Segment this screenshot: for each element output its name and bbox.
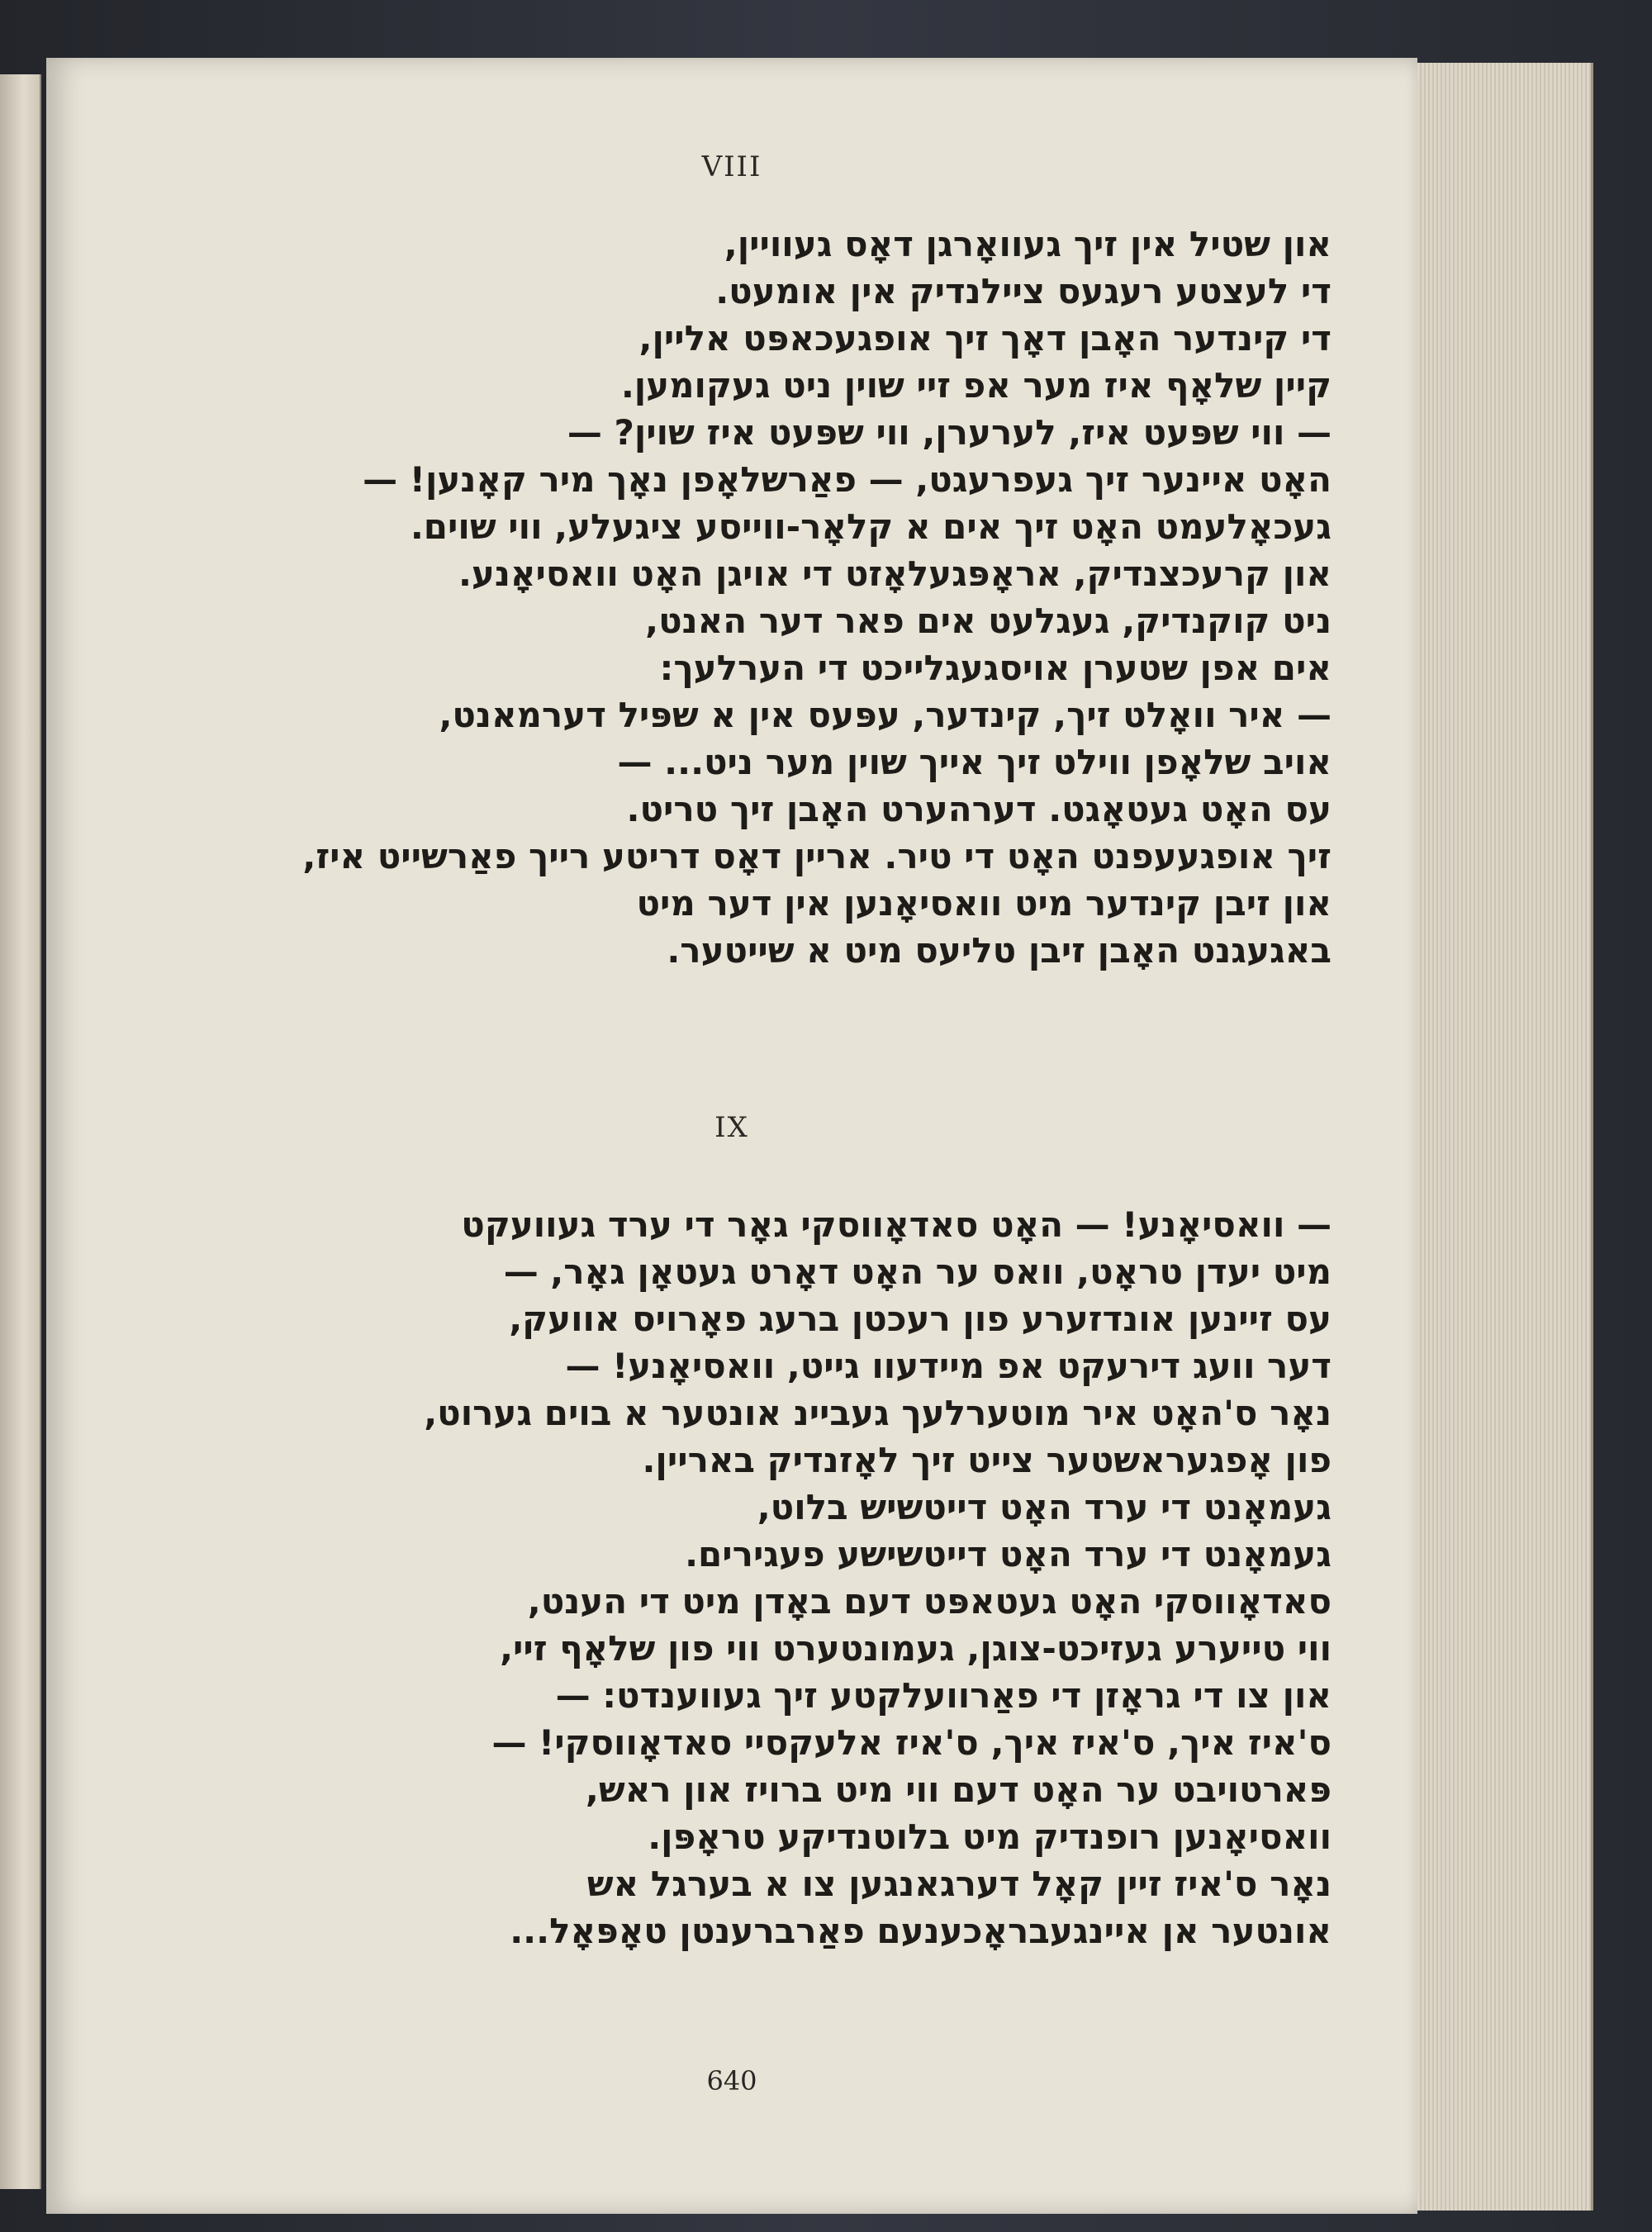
poem-line: ווי טייערע געזיכט-צוגן, געמונטערט ווי פון שלאָף זיי, <box>500 1628 1332 1669</box>
poem-line: און צו די גראָזן די פאַרוועלקטע זיך געווענדט: — <box>555 1675 1332 1716</box>
poem-line: נאָר ס'איז זיין קאָל דערגאנגען צו א בערגל אש <box>586 1864 1332 1904</box>
poem-line: געכאָלעמט האָט זיך אים א קלאָר-ווייסע ציגעלע, ווי שוים. <box>410 506 1332 547</box>
poem-line: און שטיל אין זיך געוואָרגן דאָס געוויין, <box>724 224 1332 264</box>
section-heading-ix: IX <box>714 1111 749 1144</box>
poem-line: געמאָנט די ערד האָט דייטשישע פעגירים. <box>685 1534 1332 1574</box>
poem-line: קיין שלאָף איז מער אפ זיי שוין ניט געקומען. <box>620 365 1332 406</box>
poem-line: עס זיינען אונדזערע פון רעכטן ברעג פאָרויס אוועק, <box>509 1299 1332 1339</box>
poem-line: דער וועג דירעקט אפ מיידעוו גייט, וואסיאָנע! — <box>565 1346 1332 1386</box>
poem-line: — ווי שפּעט איז, לערערן, ווי שפּעט איז שוין? — <box>567 412 1332 453</box>
poem-line: האָט איינער זיך געפרעגט, — פאַרשלאָפן נאָך מיר קאָנען! — <box>363 459 1332 500</box>
poem-line: און זיבן קינדער מיט וואסיאָנען אין דער מיט <box>636 883 1332 924</box>
poem-line: די קינדער האָבן דאָך זיך אופגעכאפּט אליין, <box>638 318 1332 359</box>
poem-line: סאדאָווסקי האָט געטאפּט דעם באָדן מיט די הענט, <box>527 1581 1332 1622</box>
poem-line: ס'איז איך, ס'איז איך, ס'איז אלעקסיי סאדאָווסקי! — <box>491 1722 1332 1763</box>
poem-line: אונטער אן איינגעבראָכענעם פאַרברענטן טאָפּאָל... <box>510 1911 1332 1951</box>
section-heading-viii: VIII <box>701 150 762 183</box>
poem-line: פון אָפגעראשטער צייט זיך לאָזנדיק באריין. <box>642 1440 1332 1480</box>
poem-line: געמאָנט די ערד האָט דייטשיש בלוט, <box>757 1487 1332 1527</box>
poem-line: וואסיאָנען רופנדיק מיט בלוטנדיקע טראָפּן. <box>648 1816 1332 1857</box>
poem-line: ניט קוקנדיק, געגלעט אים פאר דער האנט, <box>645 601 1332 641</box>
poem-line: נאָר ס'האָט איר מוטערלעך געביינ אונטער א בוים גערוט, <box>424 1393 1332 1433</box>
poem-line: זיך אופגעעפנט האָט די טיר. אריין דאָס דריטע רייך פאַרשייט איז, <box>302 836 1332 876</box>
page-number: 640 <box>706 2065 757 2097</box>
poem-line: די לעצטע רעגעס ציילנדיק אין אומעט. <box>715 271 1332 311</box>
poem-line: און קרעכצנדיק, אראָפּגעלאָזט די אויגן האָט וואסיאָנע. <box>458 553 1332 594</box>
page-stack-edge <box>1417 63 1593 2211</box>
poem-line: — איר וואָלט זיך, קינדער, עפּעס אין א שפּיל דערמאנט, <box>439 695 1332 735</box>
poem-line: אים אפן שטערן אויסגעגלייכט די הערלעך: <box>659 648 1332 688</box>
poem-line: עס האָט געטאָגט. דערהערט האָבן זיך טריט. <box>626 789 1332 829</box>
poem-line: באגעגנט האָבן זיבן טליעס מיט א שייטער. <box>667 930 1332 971</box>
poem-line: מיט יעדן טראָט, וואס ער האָט דאָרט געטאָן גאָר, — <box>503 1251 1332 1292</box>
poem-line: פּארטויבט ער האָט דעם ווי מיט ברויז און ראש, <box>585 1769 1332 1810</box>
poem-line: אויב שלאָפן ווילט זיך אייך שוין מער ניט... — <box>617 742 1332 782</box>
book-page <box>46 58 1417 2214</box>
left-page-edge <box>0 74 41 2189</box>
poem-line: — וואסיאָנע! — האָט סאדאָווסקי גאָר די ערד געוועקט <box>461 1204 1332 1245</box>
